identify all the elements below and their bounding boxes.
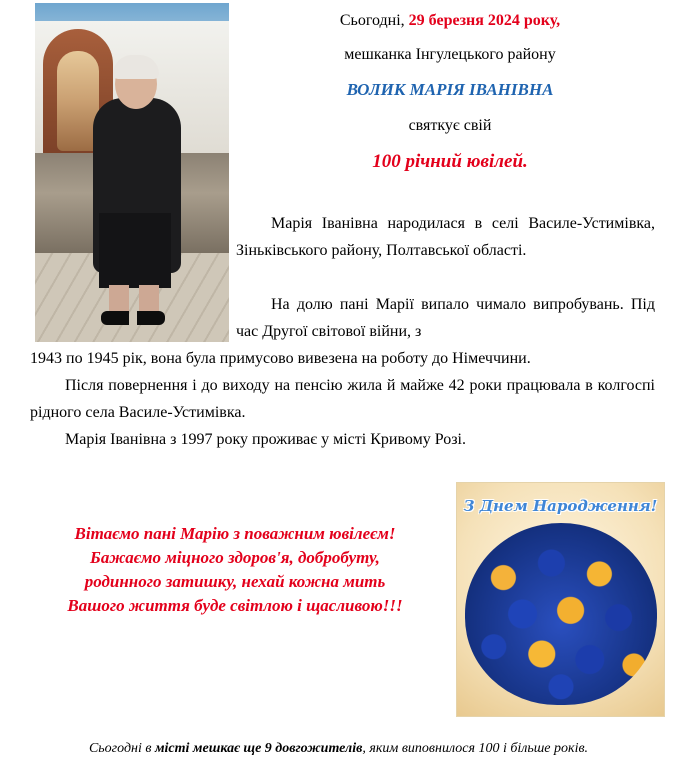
- celebration-date: 29 березня 2024 року,: [408, 12, 561, 29]
- resident-line: мешканка Інгулецького району: [344, 46, 556, 63]
- jubilee-title: 100 річний ювілей.: [372, 151, 528, 172]
- bio-block-right-2: [236, 291, 655, 345]
- bio-paragraph-3: Після повернення і до виходу на пенсію жила й майже 42 роки працювала в колгоспі рідного села Василе-Устимівка.: [30, 377, 655, 421]
- date-prefix: Сьогодні,: [339, 12, 409, 29]
- bio-paragraph-1: Марія Іванівна народилася в селі Василе-Устимівка, Зіньківського району, Полтавської області.: [236, 215, 655, 259]
- celebrates-line: святкує свій: [408, 117, 492, 134]
- wish-line-3: родинного затишку, нехай кожна мить: [84, 572, 386, 591]
- bio-block-right: [236, 210, 655, 264]
- celebrant-name: ВОЛИК МАРІЯ ІВАНІВНА: [346, 80, 554, 99]
- greeting-card-image: [456, 482, 665, 717]
- wish-line-4: Вашого життя буде світлою і щасливою!!!: [67, 596, 403, 615]
- card-title: З Днем Народження!: [463, 497, 658, 515]
- date-line: [240, 12, 660, 30]
- portrait-photo: [35, 3, 229, 342]
- wish-line-1: Вітаємо пані Марію з поважним ювілеєм!: [74, 524, 396, 543]
- bio-paragraph-4: Марія Іванівна з 1997 року проживає у місті Кривому Розі.: [65, 431, 466, 448]
- bio-paragraph-2-end: 1943 по 1945 рік, вона була примусово вивезена на роботу до Німеччини.: [30, 350, 531, 367]
- birthday-wishes: [25, 522, 445, 618]
- footer-emphasis: місті мешкає ще 9 довгожителів: [154, 741, 363, 756]
- rose-bouquet: [465, 523, 657, 705]
- wish-line-2: Бажаємо міцного здоров'я, добробуту,: [90, 548, 380, 567]
- bio-block-full: [30, 345, 655, 453]
- bio-paragraph-2-start: На долю пані Марії випало чимало випробувань. Під час Другої світової війни, з: [236, 296, 655, 340]
- footer-note: [0, 741, 677, 757]
- footer-part-1: Сьогодні в: [88, 741, 155, 756]
- footer-part-3: , яким виповнилося 100 і більше років.: [362, 741, 589, 756]
